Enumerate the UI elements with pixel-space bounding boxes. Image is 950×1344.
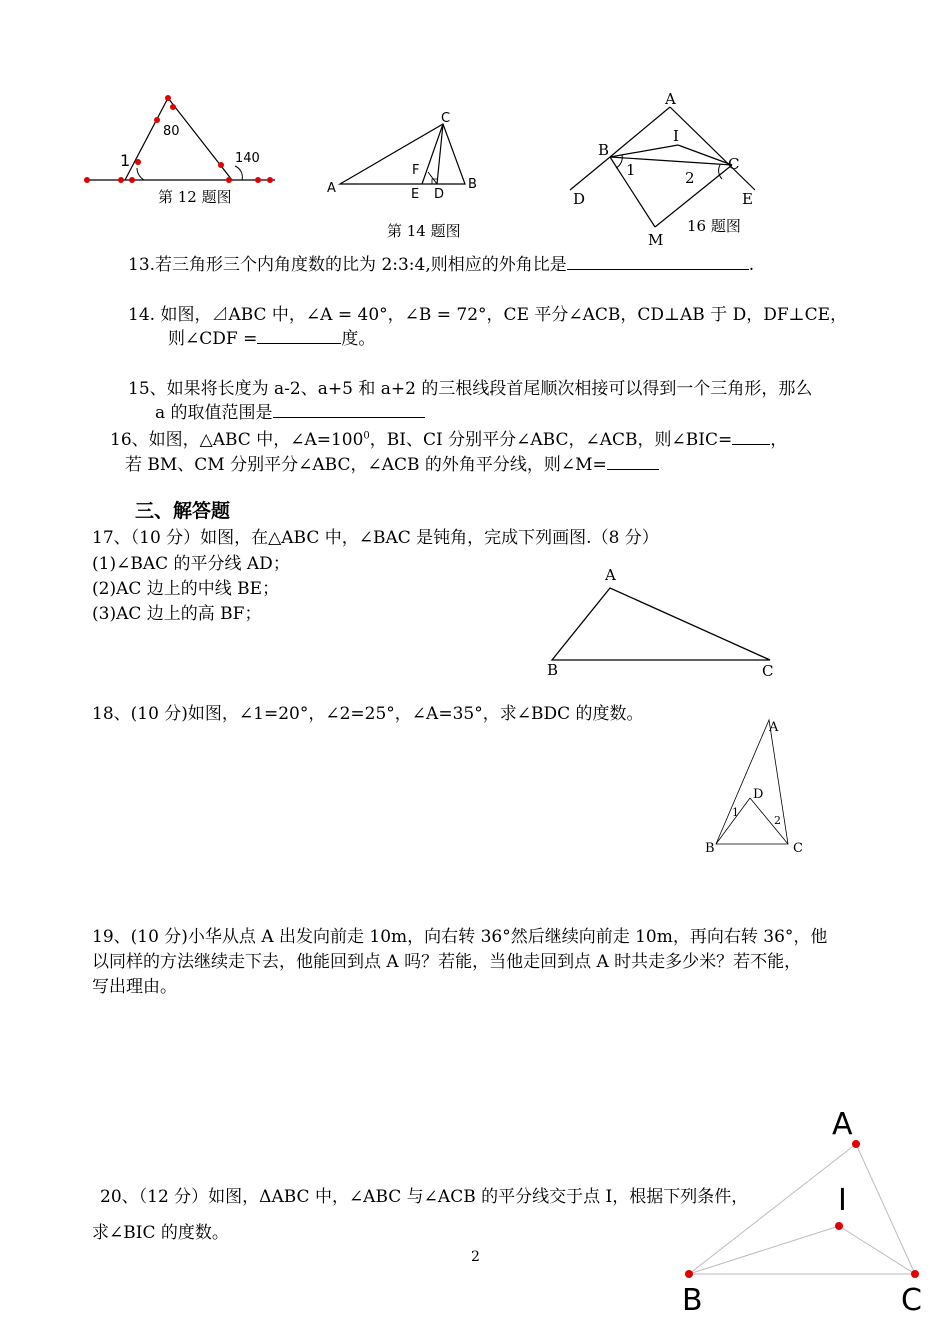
fig14-label-F: F	[412, 163, 420, 178]
question-15-line1: 15、如果将长度为 a-2、a+5 和 a+2 的三根线段首尾顺次相接可以得到一个三角形，那么	[128, 379, 813, 399]
fig12-caption: 第 12 题图	[158, 188, 232, 206]
fig18-label-D: D	[753, 787, 764, 802]
fig20-label-I: I	[838, 1183, 847, 1218]
q15-prefix: a 的取值范围是	[155, 403, 273, 423]
fig16-label-2: 2	[685, 169, 695, 187]
q14-blank	[257, 328, 341, 344]
fig16-caption: 16 题图	[687, 217, 741, 235]
q16-part-a: 16、如图，△ABC 中，∠A=100	[110, 430, 364, 450]
page-number: 2	[471, 1249, 480, 1265]
question-17-item3: (3)AC 边上的高 BF；	[92, 604, 262, 624]
question-18: 18、(10 分)如图，∠1=20°，∠2=25°，∠A=35°，求∠BDC 的度数。	[92, 704, 644, 724]
question-16-line1	[110, 425, 787, 450]
q16-blank-bic	[732, 429, 770, 445]
q16-line2-text: 若 BM、CM 分别平分∠ABC，∠ACB 的外角平分线，则∠M=	[125, 455, 607, 475]
question-17-stem: 17、（10 分）如图，在△ABC 中，∠BAC 是钝角，完成下列画图.（8 分）	[92, 528, 659, 548]
q16-blank-m	[607, 454, 659, 470]
fig14-label-E: E	[411, 187, 420, 202]
fig16-label-M: M	[648, 231, 664, 249]
fig18-label-B: B	[705, 841, 715, 856]
figure-16	[560, 85, 780, 255]
fig17-label-B: B	[547, 661, 559, 679]
fig16-label-C: C	[728, 155, 740, 173]
q13-end: .	[748, 255, 755, 275]
fig16-label-E: E	[742, 190, 753, 208]
q15-blank	[273, 402, 425, 418]
question-20-line1: 20、（12 分）如图，ΔABC 中，∠ABC 与∠ACB 的平分线交于点 I，根据下列条件，	[100, 1187, 749, 1207]
question-14-line2	[168, 324, 375, 349]
fig14-label-B: B	[468, 177, 477, 192]
question-17-item2: (2)AC 边上的中线 BE；	[92, 579, 280, 599]
q13-blank	[567, 254, 749, 270]
q13-text: 13.若三角形三个内角度数的比为 2:3:4,则相应的外角比是	[128, 255, 567, 275]
fig17-label-A: A	[605, 566, 616, 584]
question-19-line1: 19、(10 分)小华从点 A 出发向前走 10m，向右转 36°然后继续向前走 10m，再向右转 36°，他	[92, 927, 828, 947]
fig20-label-B: B	[682, 1283, 703, 1318]
section-3-title: 三、解答题	[135, 500, 231, 522]
question-16-line2	[125, 450, 659, 475]
figure-20	[675, 1100, 945, 1344]
fig18-label-2: 2	[774, 814, 781, 827]
q16-part-b: ，BI、CI 分别平分∠ABC，∠ACB，则∠BIC=	[369, 430, 733, 450]
q16-part-c: ，	[770, 430, 788, 450]
figure-17	[540, 565, 780, 680]
fig16-label-I: I	[673, 127, 679, 145]
question-19-line2: 以同样的方法继续走下去，他能回到点 A 吗？若能，当他走回到点 A 时共走多少米？若不能，	[92, 952, 802, 972]
fig14-label-D: D	[434, 187, 445, 202]
question-14-line1: 14. 如图，⊿ABC 中，∠A = 40°，∠B = 72°，CE 平分∠ACB，CD⊥AB 于 D，DF⊥CE，	[128, 305, 848, 325]
fig16-label-B: B	[598, 141, 610, 159]
fig20-label-A: A	[832, 1107, 853, 1142]
fig12-label-1: 1	[120, 151, 131, 170]
fig18-label-1: 1	[732, 806, 739, 819]
fig20-label-C: C	[901, 1283, 922, 1318]
figure-18	[700, 712, 810, 862]
q14-suffix: 度。	[341, 329, 376, 349]
fig17-label-C: C	[762, 662, 774, 680]
fig16-label-A: A	[665, 90, 676, 108]
question-17-item1: (1)∠BAC 的平分线 AD；	[92, 554, 290, 574]
q16-superscript: 0	[363, 430, 370, 442]
question-19-line3: 写出理由。	[92, 977, 177, 997]
question-15-line2	[155, 398, 425, 423]
question-13	[128, 250, 754, 275]
fig16-label-D: D	[573, 190, 586, 208]
fig12-label-80: 80	[163, 124, 180, 139]
fig14-caption: 第 14 题图	[387, 222, 461, 240]
q14-prefix: 则∠CDF =	[168, 329, 258, 349]
fig14-label-A: A	[327, 181, 336, 196]
fig14-label-C: C	[441, 111, 451, 126]
figure-14	[325, 110, 485, 200]
fig18-label-C: C	[793, 841, 803, 856]
fig18-label-A: A	[769, 720, 779, 735]
fig16-label-1: 1	[626, 161, 636, 179]
fig12-label-140: 140	[235, 151, 260, 166]
question-20-line2: 求∠BIC 的度数。	[92, 1223, 229, 1243]
